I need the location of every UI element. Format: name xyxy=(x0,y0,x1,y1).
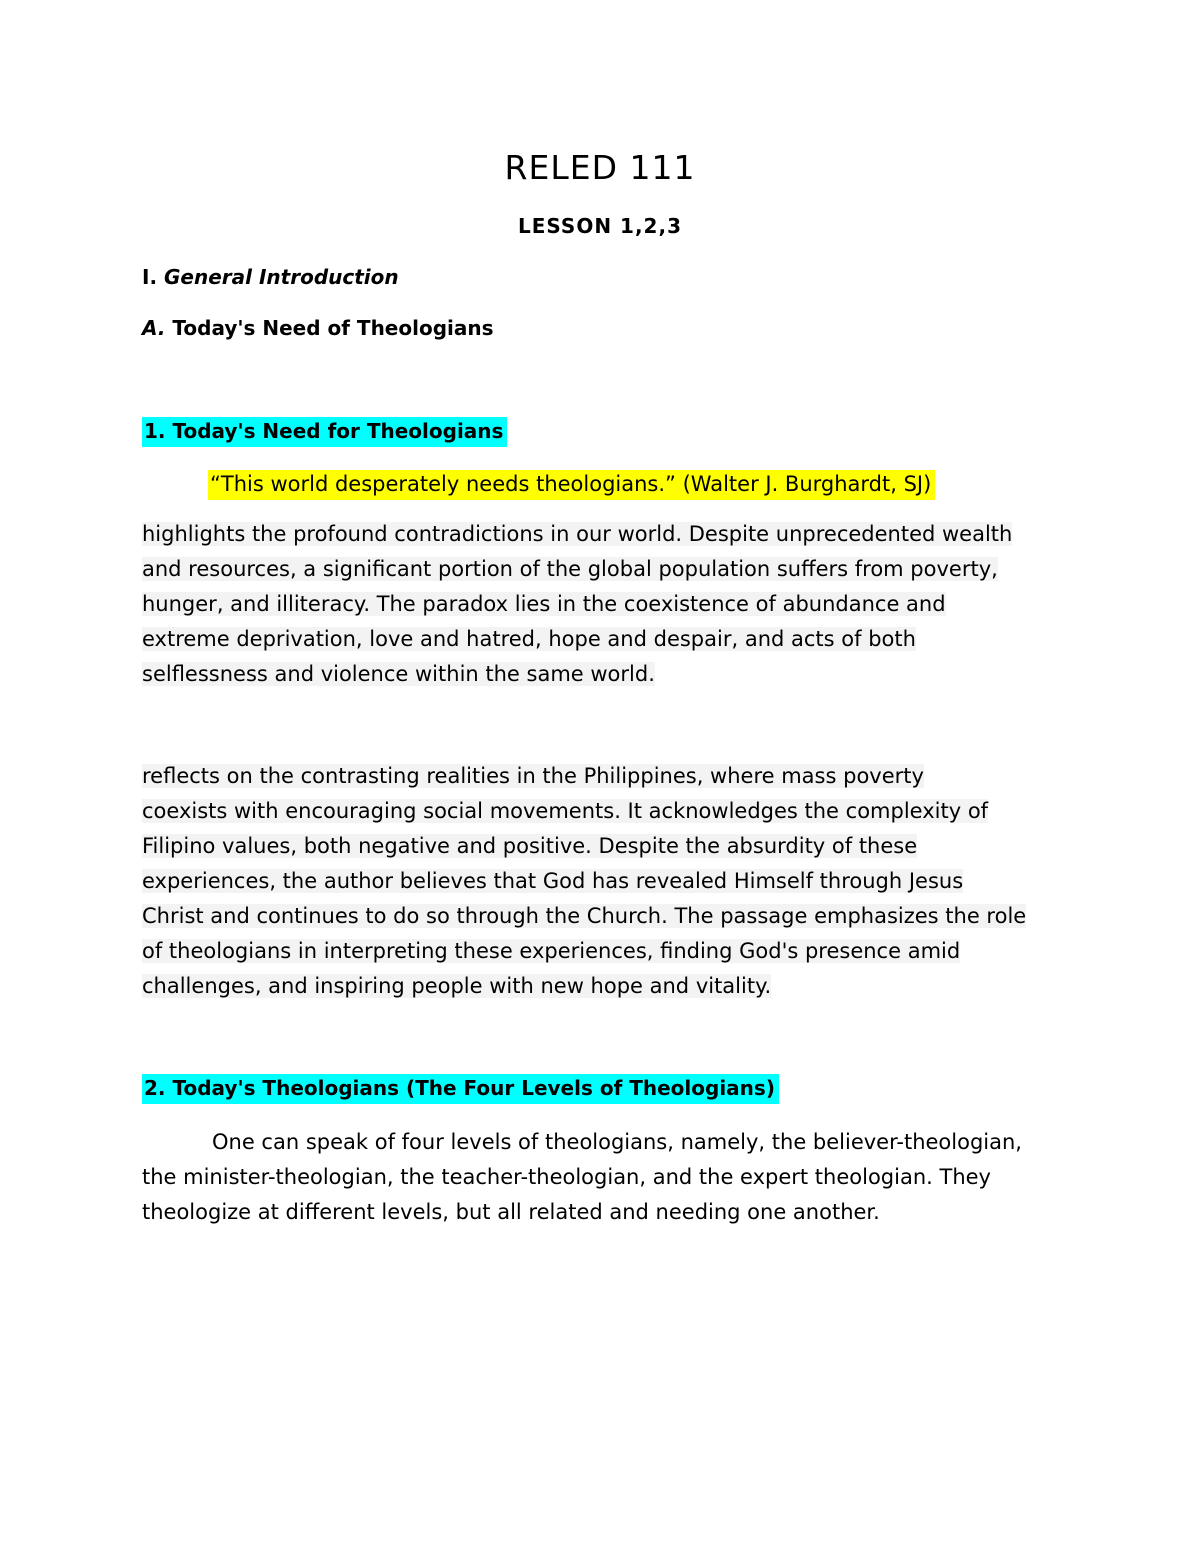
heading-2 xyxy=(142,1076,779,1100)
document-title: RELED 111 xyxy=(504,148,696,187)
paragraph-line: One can speak of four levels of theologians, namely, the believer-theologian, xyxy=(212,1130,1022,1154)
paragraph-line: experiences, the author believes that God has revealed Himself through Jesus xyxy=(142,869,964,893)
section-number: I. xyxy=(142,265,158,289)
paragraph-line: Christ and continues to do so through the Church. The passage emphasizes the role xyxy=(142,904,1027,928)
quote-highlight: “This world desperately needs theologians.” (Walter J. Burghardt, SJ) xyxy=(208,470,935,500)
paragraph-line: extreme deprivation, love and hatred, hope and despair, and acts of both xyxy=(142,627,916,651)
section-number: A. xyxy=(142,316,166,340)
section-label: General Introduction xyxy=(164,265,399,289)
section-heading-intro xyxy=(142,265,399,289)
heading-2-highlight xyxy=(142,1074,779,1104)
heading-1 xyxy=(142,419,507,443)
paragraph-line: challenges, and inspiring people with new hope and vitality. xyxy=(142,974,772,998)
paragraph-3 xyxy=(142,1125,1062,1230)
heading-number: 1. xyxy=(144,419,166,443)
heading-label: Today's Theologians (The Four Levels of Theologians) xyxy=(172,1076,775,1100)
paragraph-line: Filipino values, both negative and positive. Despite the absurdity of these xyxy=(142,834,918,858)
heading-number: 2. xyxy=(144,1076,166,1100)
paragraph-line: coexists with encouraging social movements. It acknowledges the complexity of xyxy=(142,799,989,823)
paragraph-line: selflessness and violence within the same world. xyxy=(142,662,655,686)
paragraph-line: hunger, and illiteracy. The paradox lies in the coexistence of abundance and xyxy=(142,592,946,616)
section-heading-need xyxy=(142,316,494,340)
paragraph-line: the minister-theologian, the teacher-theologian, and the expert theologian. They xyxy=(142,1165,991,1189)
document-subtitle: LESSON 1,2,3 xyxy=(518,214,682,238)
heading-label: Today's Need for Theologians xyxy=(172,419,504,443)
paragraph-2 xyxy=(142,759,1062,1004)
paragraph-line: theologize at different levels, but all related and needing one another. xyxy=(142,1200,880,1224)
paragraph-line: of theologians in interpreting these experiences, finding God's presence amid xyxy=(142,939,961,963)
paragraph-line: reflects on the contrasting realities in the Philippines, where mass poverty xyxy=(142,764,924,788)
heading-1-highlight xyxy=(142,417,507,447)
paragraph-line: highlights the profound contradictions in our world. Despite unprecedented wealth xyxy=(142,522,1013,546)
paragraph-line: and resources, a significant portion of the global population suffers from poverty, xyxy=(142,557,998,581)
section-label: Today's Need of Theologians xyxy=(172,316,494,340)
paragraph-1 xyxy=(142,517,1062,692)
